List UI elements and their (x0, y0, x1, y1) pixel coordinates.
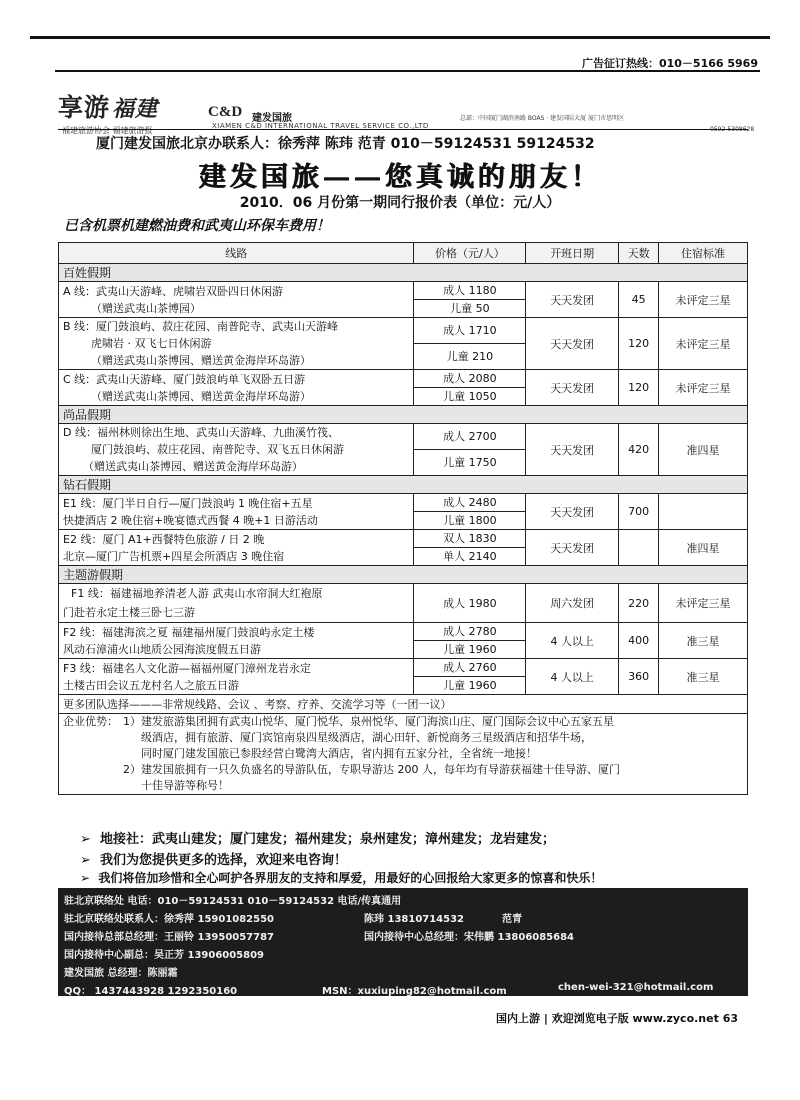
section-header: 尚品假期 (59, 406, 748, 424)
logo-script: 福建 (112, 96, 159, 122)
more-options-row: 更多团队选择———非常规线路、会议 、考察、疗养、交流学习等（一团一议） (59, 695, 748, 714)
page-footer: 国内上游 | 欢迎浏览电子版 www.zyco.net 63 (496, 1012, 738, 1025)
ad-hotline: 广告征订热线：010－5166 5969 (581, 57, 758, 70)
table-row: D 线：福州林则徐出生地、武夷山天游峰、九曲溪竹筏、 厦门鼓浪屿、菽庄花园、南普陀寺、双飞五日休闲游 （赠送武夷山茶博园、赠送黄金海岸环岛游） 成人 2700 儿童 1750 天天发团 420 准四星 (59, 424, 748, 476)
contact-line: 国内接待中心副总：吴正芳 13906005809 (64, 950, 265, 961)
logo (58, 88, 158, 124)
th-schedule: 开班日期 (526, 243, 619, 264)
page-title: 建发国旅——您真诚的朋友！ (198, 162, 602, 193)
section-header: 主题游假期 (59, 566, 748, 584)
top-rule (30, 36, 770, 39)
table-row: F3 线：福建名人文化游—福福州厦门漳州龙岩永定 土楼古田会议五龙村名人之旅五日游 成人 2760 儿童 1960 4 人以上 360 准三星 (59, 659, 748, 695)
th-days: 天数 (619, 243, 659, 264)
page-subtitle: 2010．06 月份第一期同行报价表（单位：元/人） (239, 195, 561, 211)
contact-line: 驻北京联络处 电话：010－59124531 010－59124532 电话/传真通用 (64, 896, 402, 907)
bullet-consult: ➢ 我们为您提供更多的选择，欢迎来电咨询！ (80, 853, 347, 868)
table-row: F2 线：福建海滨之夏 福建福州厦门鼓浪屿永定土楼 风动石漳浦火山地质公园海滨度假五日游 成人 2780 儿童 1960 4 人以上 400 准三星 (59, 623, 748, 659)
section-header: 钻石假期 (59, 476, 748, 494)
contact-line: 驻北京联络处联系人：徐秀萍 15901082550 陈玮 13810714532 范青 (64, 914, 522, 925)
company-code: 0592-5308628 (710, 126, 755, 133)
th-price: 价格（元/人） (414, 243, 526, 264)
contact-line: 国内接待总部总经理：王丽铃 13950057787 国内接待中心总经理：宋伟鹏 13806085684 (64, 932, 575, 943)
logo-subtitle: 福建旅游协会 福建旅游报 (62, 126, 153, 135)
strengths-row: 企业优势： 1）建发旅游集团拥有武夷山悦华、厦门悦华、泉州悦华、厦门海滨山庄、厦门国际会议中心五家五星 级酒店，拥有旅游、厦门宾馆南泉四星级酒店，湖心田轩、新悦商务三星级酒店和招华牛场， 同时厦门建发国旅已参股经营白鹭湾大酒店，省内拥有五家分社，全省统一地接！ 2）建发国旅拥有一只久负盛名的导游队伍，专职导游达 200 人，每年均有导游获福建十佳导游、厦门 十佳导游等称号！ (59, 714, 748, 795)
banner-rule (58, 129, 748, 130)
table-header (59, 243, 748, 264)
section-header: 百姓假期 (59, 264, 748, 282)
company-address: 总部：中国厦门湖滨南路 BOAS · 建发国际大厦 厦门市思明区 (460, 115, 625, 122)
bullet-local-agents: ➢ 地接社：武夷山建发；厦门建发；福州建发；泉州建发；漳州建发；龙岩建发； (80, 832, 555, 847)
price-note: 已含机票机建燃油费和武夷山环保车费用！ (64, 218, 330, 234)
table-row: A 线：武夷山天游峰、虎啸岩双卧四日休闲游 （赠送武夷山茶博园） 成人 1180 儿童 50 天天发团 45 未评定三星 (59, 282, 748, 318)
th-route: 线路 (59, 243, 414, 264)
table-row: B 线：厦门鼓浪屿、菽庄花园、南普陀寺、武夷山天游峰 虎啸岩 · 双飞七日休闲游 （赠送武夷山茶博园、赠送黄金海岸环岛游） 成人 1710 儿童 210 天天发团 120 未评定三星 (59, 318, 748, 370)
company-mark: C&D (208, 104, 243, 120)
table-row: E1 线：厦门半日自行—厦门鼓浪屿 1 晚住宿+五星 快捷酒店 2 晚住宿+晚宴德式西餐 4 晚+1 日游活动 成人 2480 儿童 1800 天天发团 700 (59, 494, 748, 530)
company-cn: 建发国旅 (252, 113, 292, 124)
contact-line: 建发国旅 总经理：陈丽霜 (64, 968, 178, 979)
logo-main: 享游 (58, 93, 111, 122)
strengths-label: 企业优势： (63, 715, 118, 728)
th-hotel: 住宿标准 (659, 243, 748, 264)
contact-line: QQ： 1437443928 1292350160 MSN：xuxiuping82@hotmail.com chen-wei-321@hotmail.com (64, 982, 714, 997)
bullet-thanks: ➢ 我们将倍加珍惜和全心呵护各界朋友的支持和厚爱，用最好的心回报给大家更多的惊喜和快乐！ (80, 871, 603, 885)
table-row: E2 线：厦门 A1+西餐特色旅游 / 日 2 晚 北京—厦门广告机票+四星会所酒店 3 晚住宿 双人 1830 单人 2140 天天发团 准四星 (59, 530, 748, 566)
contact-panel (58, 888, 748, 996)
office-contact: 厦门建发国旅北京办联系人：徐秀萍 陈玮 范青 010－59124531 59124532 (96, 136, 595, 152)
price-table (58, 242, 748, 795)
table-row: F1 线：福建福地养清老人游 武夷山水帘洞大红袍原 门赴若永定土楼三卧七三游 成人 1980 周六发团 220 未评定三星 (59, 584, 748, 623)
table-row: C 线：武夷山天游峰、厦门鼓浪屿单飞双卧五日游 （赠送武夷山茶博园、赠送黄金海岸环岛游） 成人 2080 儿童 1050 天天发团 120 未评定三星 (59, 370, 748, 406)
header-rule (55, 70, 760, 72)
company-en: XIAMEN C&D INTERNATIONAL TRAVEL SERVICE CO.,LTD (212, 122, 429, 130)
